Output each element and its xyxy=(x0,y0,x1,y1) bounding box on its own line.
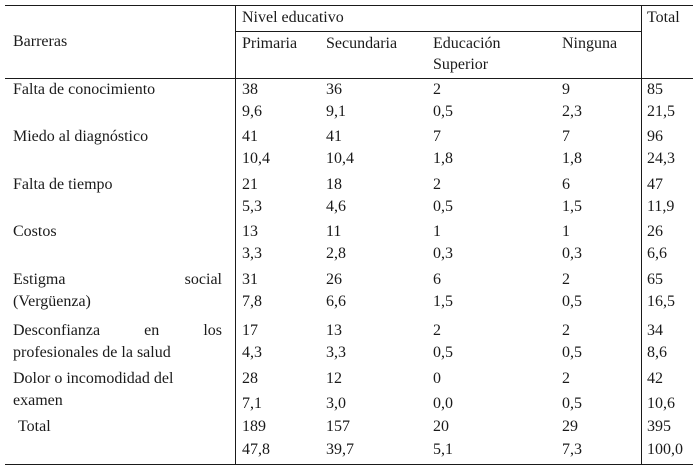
cell-secundaria-pct: 2,8 xyxy=(326,245,346,262)
cell-ninguna-pct: 0,5 xyxy=(562,395,582,412)
cell-ninguna-pct: 0,5 xyxy=(562,293,582,310)
cell-secundaria-pct: 4,6 xyxy=(326,198,346,215)
cell-total-n: 85 xyxy=(647,81,663,98)
cell-total-n: 26 xyxy=(647,223,663,240)
cell-primaria-pct: 3,3 xyxy=(242,245,262,262)
cell-total-n: 65 xyxy=(647,271,663,288)
cell-superior-pct: 0,5 xyxy=(433,344,453,361)
cell-superior-n: 1 xyxy=(433,223,441,240)
cell-superior-pct: 1,5 xyxy=(433,293,453,310)
row-label-line2: examen xyxy=(13,392,63,409)
cell-superior-n: 2 xyxy=(433,176,441,193)
cell-superior-n: 7 xyxy=(433,128,441,145)
bottom-rule xyxy=(5,464,693,465)
cell-total-n: 395 xyxy=(647,418,671,435)
row-label-word: en xyxy=(144,322,160,339)
row-label: Falta de tiempo xyxy=(13,176,113,193)
cell-superior-n: 6 xyxy=(433,271,441,288)
header-nivel-educativo: Nivel educativo xyxy=(242,9,344,26)
cell-superior-pct: 1,8 xyxy=(433,150,453,167)
cell-total-pct: 21,5 xyxy=(647,103,675,120)
cell-ninguna-pct: 7,3 xyxy=(562,441,582,458)
cell-primaria-n: 31 xyxy=(242,271,258,288)
cell-total-pct: 6,6 xyxy=(647,245,667,262)
header-educacion-line1: Educación xyxy=(433,35,501,52)
cell-ninguna-pct: 0,5 xyxy=(562,344,582,361)
col-divider-total xyxy=(641,5,642,465)
cell-primaria-n: 189 xyxy=(242,418,266,435)
cell-total-pct: 11,9 xyxy=(647,198,675,215)
cell-primaria-pct: 10,4 xyxy=(242,150,270,167)
cell-superior-n: 20 xyxy=(433,418,449,435)
cell-secundaria-n: 12 xyxy=(326,370,342,387)
cell-primaria-n: 21 xyxy=(242,176,258,193)
cell-total-pct: 100,0 xyxy=(647,441,683,458)
cell-ninguna-n: 2 xyxy=(562,271,570,288)
cell-primaria-n: 41 xyxy=(242,128,258,145)
row-label-total: Total xyxy=(18,418,51,435)
cell-total-n: 96 xyxy=(647,128,663,145)
cell-primaria-pct: 5,3 xyxy=(242,198,262,215)
row-label-word: social xyxy=(184,271,222,288)
row-label-line2: profesionales de la salud xyxy=(13,344,171,361)
header-ninguna: Ninguna xyxy=(562,35,618,52)
cell-ninguna-pct: 2,3 xyxy=(562,103,582,120)
cell-ninguna-n: 2 xyxy=(562,322,570,339)
cell-ninguna-n: 2 xyxy=(562,370,570,387)
cell-ninguna-n: 1 xyxy=(562,223,570,240)
row-label-line1: Dolor o incomodidad del xyxy=(13,370,174,387)
cell-secundaria-pct: 39,7 xyxy=(326,441,354,458)
cell-superior-pct: 0,5 xyxy=(433,198,453,215)
cell-total-pct: 16,5 xyxy=(647,293,675,310)
cell-ninguna-pct: 0,3 xyxy=(562,245,582,262)
cell-primaria-n: 17 xyxy=(242,322,258,339)
cell-superior-n: 2 xyxy=(433,81,441,98)
cell-ninguna-n: 7 xyxy=(562,128,570,145)
cell-ninguna-n: 29 xyxy=(562,418,578,435)
cell-secundaria-n: 13 xyxy=(326,322,342,339)
cell-secundaria-pct: 10,4 xyxy=(326,150,354,167)
cell-secundaria-pct: 3,0 xyxy=(326,395,346,412)
cell-superior-pct: 0,0 xyxy=(433,395,453,412)
cell-secundaria-pct: 3,3 xyxy=(326,344,346,361)
cell-secundaria-n: 36 xyxy=(326,81,342,98)
header-barreras: Barreras xyxy=(13,33,68,50)
header-primaria: Primaria xyxy=(242,35,298,52)
cell-ninguna-n: 9 xyxy=(562,81,570,98)
row-label-line2: (Vergüenza) xyxy=(13,293,91,310)
header-secundaria: Secundaria xyxy=(326,35,398,52)
header-educacion-line2: Superior xyxy=(433,56,489,73)
cell-primaria-pct: 4,3 xyxy=(242,344,262,361)
cell-superior-pct: 0,5 xyxy=(433,103,453,120)
header-bottom-rule xyxy=(5,78,693,79)
cell-total-pct: 8,6 xyxy=(647,344,667,361)
row-label: Miedo al diagnóstico xyxy=(13,128,149,145)
row-label-word: los xyxy=(203,322,222,339)
cell-ninguna-n: 6 xyxy=(562,176,570,193)
cell-total-pct: 24,3 xyxy=(647,150,675,167)
cell-total-n: 34 xyxy=(647,322,663,339)
row-label-word: Desconfianza xyxy=(13,322,101,339)
row-label-line1 xyxy=(13,321,222,341)
cell-primaria-pct: 47,8 xyxy=(242,441,270,458)
cell-primaria-n: 38 xyxy=(242,81,258,98)
cell-total-n: 42 xyxy=(647,370,663,387)
cell-primaria-pct: 7,8 xyxy=(242,293,262,310)
row-label: Falta de conocimiento xyxy=(13,81,156,98)
cell-ninguna-pct: 1,5 xyxy=(562,198,582,215)
cell-secundaria-n: 11 xyxy=(326,223,342,240)
cell-primaria-n: 28 xyxy=(242,370,258,387)
cell-superior-n: 2 xyxy=(433,322,441,339)
cell-secundaria-pct: 6,6 xyxy=(326,293,346,310)
cell-total-n: 47 xyxy=(647,176,663,193)
cell-total-pct: 10,6 xyxy=(647,395,675,412)
subheader-rule xyxy=(236,31,641,32)
cell-superior-pct: 0,3 xyxy=(433,245,453,262)
cell-primaria-pct: 9,6 xyxy=(242,103,262,120)
cell-superior-n: 0 xyxy=(433,370,441,387)
header-total: Total xyxy=(647,9,680,26)
cell-secundaria-n: 18 xyxy=(326,176,342,193)
top-rule xyxy=(5,5,693,6)
row-label-line1 xyxy=(13,270,222,290)
cell-secundaria-pct: 9,1 xyxy=(326,103,346,120)
row-label-word: Estigma xyxy=(13,271,66,288)
cell-secundaria-n: 157 xyxy=(326,418,350,435)
cell-ninguna-pct: 1,8 xyxy=(562,150,582,167)
cell-primaria-n: 13 xyxy=(242,223,258,240)
cell-secundaria-n: 41 xyxy=(326,128,342,145)
cell-superior-pct: 5,1 xyxy=(433,441,453,458)
cell-secundaria-n: 26 xyxy=(326,271,342,288)
cell-primaria-pct: 7,1 xyxy=(242,395,262,412)
col-divider-label xyxy=(235,5,236,465)
row-label: Costos xyxy=(13,223,57,240)
